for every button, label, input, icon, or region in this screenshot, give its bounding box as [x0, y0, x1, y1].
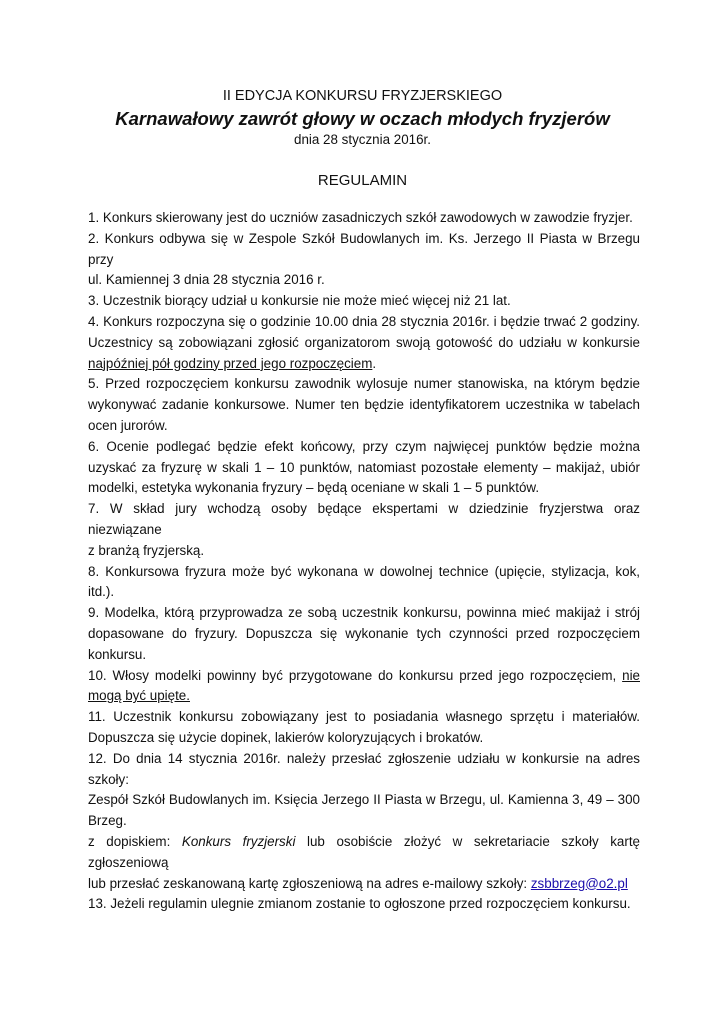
rule-12-text: lub przesłać zeskanowaną kartę zgłoszeniową na adres e-mailowy szkoły: — [88, 875, 531, 891]
rule-11-line: Dopuszcza się użycie dopinek, lakierów koloryzujących i brokatów. — [88, 729, 484, 745]
rule-6-line: uzyskać za fryzurę w skali 1 – 10 punktów, natomiast pozostałe elementy – makijaż, ubiór — [88, 459, 640, 475]
rule-9-line: konkursu. — [88, 646, 147, 662]
rule-10-text: 10. Włosy modelki powinny być przygotowane do konkursu przed jego rozpoczęciem, — [88, 667, 623, 683]
rule-13-line: 13. Jeżeli regulamin ulegnie zmianom zostanie to ogłoszone przed rozpoczęciem konkursu. — [88, 896, 631, 912]
rule-7-line: z branżą fryzjerską. — [88, 542, 205, 558]
rule-12-text: lub osobiście złożyć w sekretariacie szkoły kartę zgłoszeniową — [88, 833, 640, 870]
rule-6-line: 6. Ocenie podlegać będzie efekt końcowy, przy czym najwięcej punktów będzie można — [88, 438, 640, 454]
rule-11-line: 11. Uczestnik konkursu zobowiązany jest to posiadania własnego sprzętu i materiałów. — [88, 709, 640, 725]
section-heading: REGULAMIN — [317, 172, 408, 189]
rule-2-line: ul. Kamiennej 3 dnia 28 stycznia 2016 r. — [88, 272, 325, 288]
contest-title: Karnawałowy zawrót głowy w oczach młodych fryzjerów — [115, 108, 610, 129]
rule-12-line — [88, 832, 640, 874]
rule-12-line: Zespół Szkół Budowlanych im. Księcia Jerzego II Piasta w Brzegu, ul. Kamienna 3, 49 – 300 — [88, 792, 640, 808]
rule-8-line: 8. Konkursowa fryzura może być wykonana w dowolnej technice (upięcie, stylizacja, kok, — [88, 563, 640, 579]
rule-5-line: ocen jurorów. — [88, 417, 168, 433]
rule-12-italic-text: Konkurs fryzjerski — [181, 833, 296, 849]
rule-12-line: 12. Do dnia 14 stycznia 2016r. należy przesłać zgłoszenie udziału w konkursie na adres szkoły: — [88, 750, 640, 787]
rule-3-line: 3. Uczestnik biorący udział u konkursie nie może mieć więcej niż 21 lat. — [88, 293, 511, 309]
rule-8-line: itd.). — [88, 584, 115, 600]
rule-1-line: 1. Konkurs skierowany jest do uczniów zasadniczych szkół zawodowych w zawodzie fryzjer. — [88, 210, 633, 225]
rule-4-line — [88, 354, 640, 375]
rule-12-line: Brzeg. — [88, 813, 127, 829]
rule-9-line: dopasowane do fryzury. Dopuszcza się wykonanie tych czynności przed rozpoczęciem — [88, 625, 640, 641]
rule-10-underlined-text: nie — [622, 667, 640, 683]
rule-10-line — [88, 666, 640, 687]
rule-2-line: 2. Konkurs odbywa się w Zespole Szkół Budowlanych im. Ks. Jerzego II Piasta w Brzegu przy — [88, 230, 640, 267]
rule-6-line: modelki, estetyka wykonania fryzury – będą oceniane w skali 1 – 5 punktów. — [88, 480, 540, 496]
rule-12-line — [88, 874, 640, 895]
rules-list — [88, 208, 640, 915]
rule-10-line — [88, 686, 640, 707]
rule-9-line: 9. Modelka, którą przyprowadza ze sobą uczestnik konkursu, powinna mieć makijaż i strój — [88, 605, 640, 621]
email-link[interactable]: zsbbrzeg@o2.pl — [530, 875, 628, 891]
rule-7-line: 7. W skład jury wchodzą osoby będące ekspertami w dziedzinie fryzjerstwa oraz — [88, 501, 640, 517]
rule-4-line: Uczestnicy są zobowiązani zgłosić organizatorom swoją gotowość do udziału w konkursie — [88, 334, 640, 350]
rule-4-underlined-text: najpóźniej pół godziny przed jego rozpoczęciem — [88, 355, 373, 371]
rule-5-line: wykonywać zadanie konkursowe. Numer ten będzie identyfikatorem uczestnika w tabelach — [88, 397, 640, 413]
rule-10-underlined-text: mogą być upięte. — [88, 688, 190, 704]
rule-4-period: . — [372, 355, 377, 371]
contest-date: dnia 28 stycznia 2016r. — [294, 132, 431, 147]
rule-7-line: niezwiązane — [88, 521, 162, 537]
rule-12-text: z dopiskiem: — [88, 833, 182, 849]
rule-4-line: 4. Konkurs rozpoczyna się o godzinie 10.00 dnia 28 stycznia 2016r. i będzie trwać 2 godziny. — [88, 313, 640, 329]
edition-heading: II EDYCJA KONKURSU FRYZJERSKIEGO — [222, 88, 503, 104]
rule-5-line: 5. Przed rozpoczęciem konkursu zawodnik wylosuje numer stanowiska, na którym będzie — [88, 376, 640, 392]
